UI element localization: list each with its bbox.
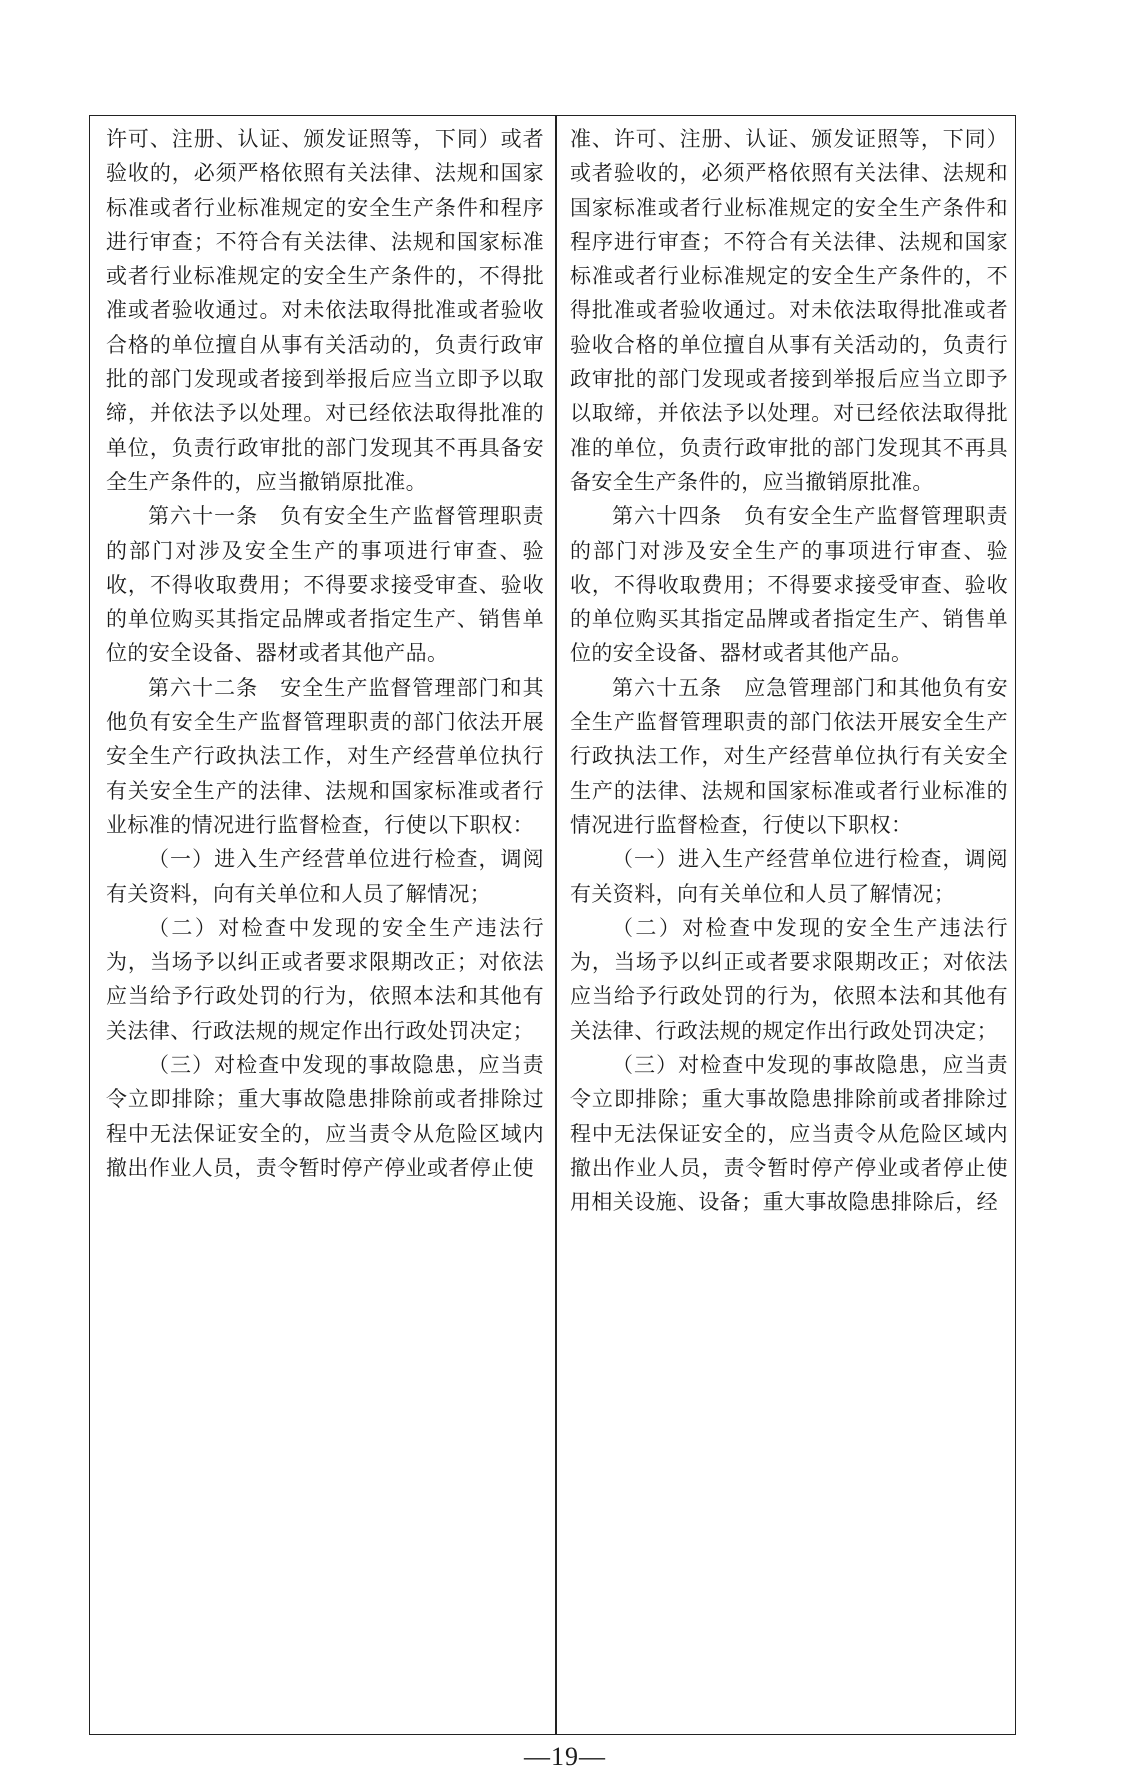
left-item-2: （二）对检查中发现的安全生产违法行为，当场予以纠正或者要求限期改正；对依法应当给予行政处罚的行为，依照本法和其他有关法律、行政法规的规定作出行政处罚决定； — [106, 915, 544, 1043]
left-article-62: 第六十二条 安全生产监督管理部门和其他负有安全生产监督管理职责的部门依法开展安全生产行政执法工作，对生产经营单位执行有关安全生产的法律、法规和国家标准或者行业标准的情况进行监督检查，行使以下职权： — [106, 675, 544, 837]
right-item-1: （一）进入生产经营单位进行检查，调阅有关资料，向有关单位和人员了解情况； — [570, 847, 1008, 906]
left-item-3: （三）对检查中发现的事故隐患，应当责令立即排除；重大事故隐患排除前或者排除过程中无法保证安全的，应当责令从危险区域内撤出作业人员，责令暂时停产停业或者停止使 — [106, 1053, 544, 1180]
left-article-61: 第六十一条 负有安全生产监督管理职责的部门对涉及安全生产的事项进行审查、验收，不得收取费用；不得要求接受审查、验收的单位购买其指定品牌或者指定生产、销售单位的安全设备、器材或者其他产品。 — [106, 504, 544, 666]
right-column — [570, 122, 1008, 1220]
column-divider — [555, 116, 557, 1734]
left-column — [106, 122, 544, 1185]
comparison-table — [89, 115, 1016, 1735]
page-number: —19— — [524, 1742, 606, 1771]
right-continuation-paragraph: 准、许可、注册、认证、颁发证照等，下同）或者验收的，必须严格依照有关法律、法规和国家标准或者行业标准规定的安全生产条件和程序进行审查；不符合有关法律、法规和国家标准或者行业标准规定的安全生产条件的，不得批准或者验收通过。对未依法取得批准或者验收合格的单位擅自从事有关活动的，负责行政审批的部门发现或者接到举报后应当立即予以取缔，并依法予以处理。对已经依法取得批准的单位，负责行政审批的部门发现其不再具备安全生产条件的，应当撤销原批准。 — [570, 127, 1008, 494]
left-item-1: （一）进入生产经营单位进行检查，调阅有关资料，向有关单位和人员了解情况； — [106, 847, 544, 906]
right-article-65: 第六十五条 应急管理部门和其他负有安全生产监督管理职责的部门依法开展安全生产行政执法工作，对生产经营单位执行有关安全生产的法律、法规和国家标准或者行业标准的情况进行监督检查，行使以下职权： — [570, 675, 1008, 837]
right-item-3: （三）对检查中发现的事故隐患，应当责令立即排除；重大事故隐患排除前或者排除过程中无法保证安全的，应当责令从危险区域内撤出作业人员，责令暂时停产停业或者停止使用相关设施、设备；重大事故隐患排除后，经 — [570, 1053, 1008, 1215]
right-article-64: 第六十四条 负有安全生产监督管理职责的部门对涉及安全生产的事项进行审查、验收，不得收取费用；不得要求接受审查、验收的单位购买其指定品牌或者指定生产、销售单位的安全设备、器材或者其他产品。 — [570, 504, 1008, 666]
right-item-2: （二）对检查中发现的安全生产违法行为，当场予以纠正或者要求限期改正；对依法应当给予行政处罚的行为，依照本法和其他有关法律、行政法规的规定作出行政处罚决定； — [570, 915, 1008, 1043]
left-continuation-paragraph: 许可、注册、认证、颁发证照等，下同）或者验收的，必须严格依照有关法律、法规和国家标准或者行业标准规定的安全生产条件和程序进行审查；不符合有关法律、法规和国家标准或者行业标准规定的安全生产条件的，不得批准或者验收通过。对未依法取得批准或者验收合格的单位擅自从事有关活动的，负责行政审批的部门发现或者接到举报后应当立即予以取缔，并依法予以处理。对已经依法取得批准的单位，负责行政审批的部门发现其不再具备安全生产条件的，应当撤销原批准。 — [106, 127, 544, 494]
